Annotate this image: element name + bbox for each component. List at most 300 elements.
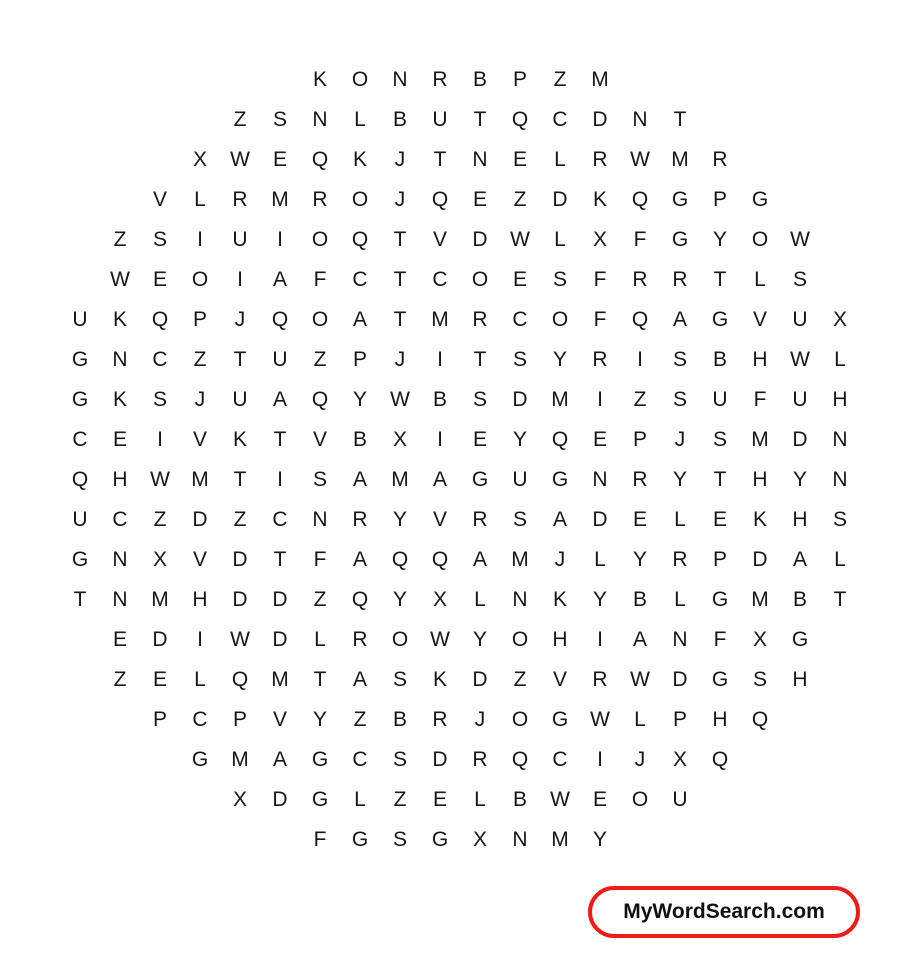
grid-letter[interactable]: K xyxy=(592,188,607,211)
grid-letter[interactable]: M xyxy=(431,308,449,331)
grid-letter[interactable]: I xyxy=(437,428,443,451)
grid-letter[interactable]: G xyxy=(711,668,729,691)
grid-letter[interactable]: O xyxy=(311,308,329,331)
grid-letter[interactable]: C xyxy=(552,108,568,131)
grid-letter[interactable]: E xyxy=(512,268,527,291)
grid-letter[interactable]: Q xyxy=(631,188,649,211)
grid-letter[interactable]: D xyxy=(592,508,608,531)
grid-letter[interactable]: U xyxy=(72,508,88,531)
grid-letter[interactable]: E xyxy=(592,788,607,811)
grid-letter[interactable]: Y xyxy=(792,468,807,491)
grid-letter[interactable]: L xyxy=(554,148,566,171)
grid-letter[interactable]: B xyxy=(432,388,447,411)
grid-letter[interactable]: W xyxy=(630,148,650,171)
grid-letter[interactable]: N xyxy=(112,588,128,611)
grid-letter[interactable]: Q xyxy=(631,308,649,331)
grid-letter[interactable]: M xyxy=(231,748,249,771)
grid-letter[interactable]: G xyxy=(551,708,569,731)
grid-letter[interactable]: T xyxy=(273,428,287,451)
grid-letter[interactable]: A xyxy=(352,668,367,691)
grid-letter[interactable]: S xyxy=(512,508,527,531)
grid-letter[interactable]: Y xyxy=(672,468,687,491)
grid-letter[interactable]: C xyxy=(432,268,448,291)
grid-letter[interactable]: D xyxy=(552,188,568,211)
grid-letter[interactable]: D xyxy=(472,668,488,691)
grid-letter[interactable]: D xyxy=(232,588,248,611)
grid-letter[interactable]: I xyxy=(637,348,643,371)
grid-letter[interactable]: L xyxy=(474,588,486,611)
grid-letter[interactable]: D xyxy=(512,388,528,411)
grid-letter[interactable]: T xyxy=(713,468,727,491)
grid-letter[interactable]: R xyxy=(472,748,488,771)
grid-letter[interactable]: L xyxy=(474,788,486,811)
grid-letter[interactable]: K xyxy=(112,388,127,411)
grid-letter[interactable]: U xyxy=(792,308,808,331)
grid-letter[interactable]: P xyxy=(512,68,527,91)
grid-letter[interactable]: W xyxy=(390,388,410,411)
grid-letter[interactable]: E xyxy=(592,428,607,451)
grid-letter[interactable]: T xyxy=(713,268,727,291)
grid-letter[interactable]: G xyxy=(71,548,89,571)
grid-letter[interactable]: N xyxy=(832,428,848,451)
grid-letter[interactable]: Z xyxy=(393,788,407,811)
grid-letter[interactable]: U xyxy=(72,308,88,331)
grid-letter[interactable]: O xyxy=(191,268,209,291)
grid-letter[interactable]: Z xyxy=(113,668,127,691)
grid-letter[interactable]: B xyxy=(392,708,407,731)
grid-letter[interactable]: U xyxy=(432,108,448,131)
grid-letter[interactable]: G xyxy=(751,188,769,211)
grid-letter[interactable]: S xyxy=(392,748,407,771)
grid-letter[interactable]: V xyxy=(272,708,287,731)
grid-letter[interactable]: X xyxy=(232,788,247,811)
grid-letter[interactable]: W xyxy=(430,628,450,651)
grid-letter[interactable]: W xyxy=(790,348,810,371)
grid-letter[interactable]: N xyxy=(312,508,328,531)
grid-letter[interactable]: I xyxy=(157,428,163,451)
grid-letter[interactable]: S xyxy=(832,508,847,531)
grid-letter[interactable]: D xyxy=(232,548,248,571)
grid-letter[interactable]: P xyxy=(352,348,367,371)
grid-letter[interactable]: J xyxy=(554,548,566,571)
grid-letter[interactable]: V xyxy=(432,228,447,251)
grid-letter[interactable]: O xyxy=(351,68,369,91)
grid-letter[interactable]: A xyxy=(352,548,367,571)
grid-letter[interactable]: T xyxy=(673,108,687,131)
grid-letter[interactable]: G xyxy=(671,228,689,251)
grid-letter[interactable]: Q xyxy=(231,668,249,691)
grid-letter[interactable]: L xyxy=(354,788,366,811)
grid-letter[interactable]: P xyxy=(672,708,687,731)
grid-letter[interactable]: M xyxy=(391,468,409,491)
grid-letter[interactable]: C xyxy=(512,308,528,331)
grid-letter[interactable]: M xyxy=(751,588,769,611)
grid-letter[interactable]: L xyxy=(674,508,686,531)
grid-letter[interactable]: A xyxy=(672,308,687,331)
grid-letter[interactable]: Y xyxy=(592,588,607,611)
grid-letter[interactable]: G xyxy=(711,588,729,611)
grid-letter[interactable]: M xyxy=(511,548,529,571)
grid-letter[interactable]: Q xyxy=(71,468,89,491)
grid-letter[interactable]: L xyxy=(634,708,646,731)
grid-letter[interactable]: Y xyxy=(632,548,647,571)
grid-letter[interactable]: F xyxy=(313,548,327,571)
grid-letter[interactable]: Y xyxy=(392,588,407,611)
grid-letter[interactable]: N xyxy=(592,468,608,491)
grid-letter[interactable]: N xyxy=(832,468,848,491)
grid-letter[interactable]: F xyxy=(593,268,607,291)
grid-letter[interactable]: O xyxy=(311,228,329,251)
grid-letter[interactable]: Z xyxy=(193,348,207,371)
grid-letter[interactable]: B xyxy=(712,348,727,371)
grid-letter[interactable]: L xyxy=(594,548,606,571)
grid-letter[interactable]: N xyxy=(112,548,128,571)
grid-letter[interactable]: A xyxy=(272,748,287,771)
grid-letter[interactable]: Y xyxy=(552,348,567,371)
grid-letter[interactable]: X xyxy=(672,748,687,771)
grid-letter[interactable]: R xyxy=(352,508,368,531)
grid-letter[interactable]: G xyxy=(311,748,329,771)
grid-letter[interactable]: V xyxy=(312,428,327,451)
grid-letter[interactable]: D xyxy=(192,508,208,531)
grid-letter[interactable]: Q xyxy=(351,228,369,251)
grid-letter[interactable]: I xyxy=(277,468,283,491)
grid-letter[interactable]: H xyxy=(752,468,768,491)
grid-letter[interactable]: B xyxy=(512,788,527,811)
grid-letter[interactable]: I xyxy=(197,228,203,251)
grid-letter[interactable]: T xyxy=(233,468,247,491)
grid-letter[interactable]: L xyxy=(754,268,766,291)
grid-letter[interactable]: B xyxy=(392,108,407,131)
grid-letter[interactable]: Q xyxy=(711,748,729,771)
grid-letter[interactable]: B xyxy=(472,68,487,91)
grid-letter[interactable]: L xyxy=(354,108,366,131)
grid-letter[interactable]: S xyxy=(712,428,727,451)
grid-letter[interactable]: Q xyxy=(311,148,329,171)
grid-letter[interactable]: S xyxy=(752,668,767,691)
grid-letter[interactable]: E xyxy=(272,148,287,171)
grid-letter[interactable]: M xyxy=(191,468,209,491)
grid-letter[interactable]: P xyxy=(712,548,727,571)
grid-letter[interactable]: G xyxy=(311,788,329,811)
grid-letter[interactable]: Z xyxy=(513,188,527,211)
grid-letter[interactable]: C xyxy=(192,708,208,731)
grid-letter[interactable]: M xyxy=(551,388,569,411)
grid-letter[interactable]: D xyxy=(792,428,808,451)
grid-letter[interactable]: D xyxy=(752,548,768,571)
grid-letter[interactable]: J xyxy=(194,388,206,411)
grid-letter[interactable]: J xyxy=(234,308,246,331)
grid-letter[interactable]: G xyxy=(671,188,689,211)
grid-letter[interactable]: N xyxy=(112,348,128,371)
grid-letter[interactable]: S xyxy=(312,468,327,491)
grid-letter[interactable]: N xyxy=(512,588,528,611)
grid-letter[interactable]: R xyxy=(592,348,608,371)
grid-letter[interactable]: J xyxy=(394,348,406,371)
grid-letter[interactable]: Z xyxy=(513,668,527,691)
grid-letter[interactable]: J xyxy=(394,188,406,211)
grid-letter[interactable]: T xyxy=(273,548,287,571)
grid-letter[interactable]: L xyxy=(834,348,846,371)
grid-letter[interactable]: H xyxy=(792,508,808,531)
grid-letter[interactable]: W xyxy=(630,668,650,691)
grid-letter[interactable]: K xyxy=(232,428,247,451)
grid-letter[interactable]: M xyxy=(151,588,169,611)
grid-letter[interactable]: W xyxy=(550,788,570,811)
grid-letter[interactable]: M xyxy=(271,188,289,211)
grid-letter[interactable]: A xyxy=(432,468,447,491)
grid-letter[interactable]: F xyxy=(593,308,607,331)
grid-letter[interactable]: P xyxy=(712,188,727,211)
grid-letter[interactable]: T xyxy=(833,588,847,611)
grid-letter[interactable]: C xyxy=(352,268,368,291)
grid-letter[interactable]: A xyxy=(272,388,287,411)
grid-letter[interactable]: A xyxy=(552,508,567,531)
grid-letter[interactable]: T xyxy=(393,268,407,291)
grid-letter[interactable]: N xyxy=(672,628,688,651)
grid-letter[interactable]: U xyxy=(272,348,288,371)
grid-letter[interactable]: A xyxy=(472,548,487,571)
grid-letter[interactable]: E xyxy=(112,428,127,451)
grid-letter[interactable]: G xyxy=(551,468,569,491)
grid-letter[interactable]: V xyxy=(552,668,567,691)
grid-letter[interactable]: C xyxy=(152,348,168,371)
grid-letter[interactable]: H xyxy=(712,708,728,731)
grid-letter[interactable]: R xyxy=(432,68,448,91)
grid-letter[interactable]: Y xyxy=(712,228,727,251)
grid-letter[interactable]: Q xyxy=(351,588,369,611)
grid-letter[interactable]: V xyxy=(192,428,207,451)
grid-letter[interactable]: Z xyxy=(553,68,567,91)
grid-letter[interactable]: S xyxy=(472,388,487,411)
grid-letter[interactable]: H xyxy=(112,468,128,491)
grid-letter[interactable]: D xyxy=(272,588,288,611)
grid-letter[interactable]: N xyxy=(312,108,328,131)
grid-letter[interactable]: Y xyxy=(592,828,607,851)
grid-letter[interactable]: M xyxy=(271,668,289,691)
grid-letter[interactable]: K xyxy=(432,668,447,691)
grid-letter[interactable]: J xyxy=(394,148,406,171)
grid-letter[interactable]: X xyxy=(832,308,847,331)
grid-letter[interactable]: R xyxy=(472,308,488,331)
grid-letter[interactable]: S xyxy=(152,388,167,411)
grid-letter[interactable]: H xyxy=(752,348,768,371)
grid-letter[interactable]: S xyxy=(672,388,687,411)
grid-letter[interactable]: N xyxy=(632,108,648,131)
grid-letter[interactable]: Z xyxy=(353,708,367,731)
grid-letter[interactable]: I xyxy=(277,228,283,251)
grid-letter[interactable]: W xyxy=(230,628,250,651)
grid-letter[interactable]: R xyxy=(672,548,688,571)
grid-letter[interactable]: K xyxy=(752,508,767,531)
grid-letter[interactable]: L xyxy=(554,228,566,251)
brand-badge[interactable] xyxy=(588,886,860,938)
grid-letter[interactable]: S xyxy=(272,108,287,131)
grid-letter[interactable]: H xyxy=(832,388,848,411)
grid-letter[interactable]: E xyxy=(712,508,727,531)
grid-letter[interactable]: O xyxy=(471,268,489,291)
grid-letter[interactable]: W xyxy=(590,708,610,731)
grid-letter[interactable]: L xyxy=(674,588,686,611)
grid-letter[interactable]: Y xyxy=(472,628,487,651)
grid-letter[interactable]: X xyxy=(392,428,407,451)
grid-letter[interactable]: B xyxy=(352,428,367,451)
grid-letter[interactable]: S xyxy=(392,828,407,851)
grid-letter[interactable]: W xyxy=(150,468,170,491)
grid-letter[interactable]: Z xyxy=(633,388,647,411)
grid-letter[interactable]: U xyxy=(232,388,248,411)
grid-letter[interactable]: F xyxy=(633,228,647,251)
grid-letter[interactable]: Z xyxy=(233,508,247,531)
grid-letter[interactable]: J xyxy=(634,748,646,771)
grid-letter[interactable]: S xyxy=(552,268,567,291)
grid-letter[interactable]: Z xyxy=(233,108,247,131)
grid-letter[interactable]: G xyxy=(791,628,809,651)
grid-letter[interactable]: R xyxy=(632,468,648,491)
grid-letter[interactable]: A xyxy=(352,308,367,331)
grid-letter[interactable]: M xyxy=(671,148,689,171)
grid-letter[interactable]: I xyxy=(597,388,603,411)
grid-letter[interactable]: G xyxy=(711,308,729,331)
grid-letter[interactable]: W xyxy=(110,268,130,291)
grid-letter[interactable]: R xyxy=(432,708,448,731)
grid-letter[interactable]: S xyxy=(392,668,407,691)
grid-letter[interactable]: E xyxy=(472,428,487,451)
grid-letter[interactable]: Z xyxy=(313,348,327,371)
grid-letter[interactable]: K xyxy=(112,308,127,331)
grid-letter[interactable]: I xyxy=(597,748,603,771)
grid-letter[interactable]: V xyxy=(752,308,767,331)
grid-letter[interactable]: R xyxy=(632,268,648,291)
grid-letter[interactable]: U xyxy=(792,388,808,411)
grid-letter[interactable]: Q xyxy=(431,188,449,211)
grid-letter[interactable]: N xyxy=(512,828,528,851)
grid-letter[interactable]: X xyxy=(152,548,167,571)
grid-letter[interactable]: A xyxy=(352,468,367,491)
grid-letter[interactable]: A xyxy=(792,548,807,571)
grid-letter[interactable]: P xyxy=(232,708,247,731)
grid-letter[interactable]: J xyxy=(474,708,486,731)
grid-letter[interactable]: X xyxy=(592,228,607,251)
grid-letter[interactable]: W xyxy=(230,148,250,171)
grid-letter[interactable]: C xyxy=(72,428,88,451)
grid-letter[interactable]: U xyxy=(672,788,688,811)
grid-letter[interactable]: U xyxy=(712,388,728,411)
grid-letter[interactable]: C xyxy=(352,748,368,771)
grid-letter[interactable]: I xyxy=(437,348,443,371)
grid-letter[interactable]: Z xyxy=(153,508,167,531)
grid-letter[interactable]: C xyxy=(272,508,288,531)
grid-letter[interactable]: E xyxy=(432,788,447,811)
grid-letter[interactable]: T xyxy=(393,308,407,331)
grid-letter[interactable]: U xyxy=(232,228,248,251)
grid-letter[interactable]: P xyxy=(152,708,167,731)
grid-letter[interactable]: F xyxy=(713,628,727,651)
grid-letter[interactable]: H xyxy=(792,668,808,691)
grid-letter[interactable]: E xyxy=(152,268,167,291)
grid-letter[interactable]: E xyxy=(512,148,527,171)
grid-letter[interactable]: E xyxy=(472,188,487,211)
grid-letter[interactable]: Q xyxy=(511,108,529,131)
grid-letter[interactable]: F xyxy=(313,828,327,851)
grid-letter[interactable]: D xyxy=(592,108,608,131)
grid-letter[interactable]: G xyxy=(471,468,489,491)
grid-letter[interactable]: X xyxy=(432,588,447,611)
grid-letter[interactable]: R xyxy=(232,188,248,211)
grid-letter[interactable]: K xyxy=(552,588,567,611)
grid-letter[interactable]: L xyxy=(194,668,206,691)
grid-letter[interactable]: N xyxy=(392,68,408,91)
grid-letter[interactable]: B xyxy=(792,588,807,611)
grid-letter[interactable]: I xyxy=(597,628,603,651)
grid-letter[interactable]: G xyxy=(351,828,369,851)
grid-letter[interactable]: V xyxy=(432,508,447,531)
grid-letter[interactable]: L xyxy=(194,188,206,211)
grid-letter[interactable]: U xyxy=(512,468,528,491)
grid-letter[interactable]: Q xyxy=(551,428,569,451)
grid-letter[interactable]: Q xyxy=(431,548,449,571)
grid-letter[interactable]: H xyxy=(192,588,208,611)
grid-letter[interactable]: T xyxy=(393,228,407,251)
grid-letter[interactable]: R xyxy=(712,148,728,171)
grid-letter[interactable]: D xyxy=(272,628,288,651)
grid-letter[interactable]: G xyxy=(71,388,89,411)
grid-letter[interactable]: X xyxy=(472,828,487,851)
grid-letter[interactable]: T xyxy=(473,348,487,371)
grid-letter[interactable]: L xyxy=(314,628,326,651)
grid-letter[interactable]: Q xyxy=(311,388,329,411)
grid-letter[interactable]: Q xyxy=(751,708,769,731)
grid-letter[interactable]: A xyxy=(272,268,287,291)
grid-letter[interactable]: K xyxy=(312,68,327,91)
grid-letter[interactable]: N xyxy=(472,148,488,171)
grid-letter[interactable]: G xyxy=(71,348,89,371)
grid-letter[interactable]: Y xyxy=(312,708,327,731)
grid-letter[interactable]: V xyxy=(152,188,167,211)
grid-letter[interactable]: O xyxy=(351,188,369,211)
grid-letter[interactable]: M xyxy=(591,68,609,91)
grid-letter[interactable]: Q xyxy=(511,748,529,771)
grid-letter[interactable]: D xyxy=(432,748,448,771)
grid-letter[interactable]: Q xyxy=(271,308,289,331)
grid-letter[interactable]: J xyxy=(674,428,686,451)
grid-letter[interactable]: O xyxy=(391,628,409,651)
grid-letter[interactable]: D xyxy=(672,668,688,691)
grid-letter[interactable]: S xyxy=(672,348,687,371)
grid-letter[interactable]: P xyxy=(192,308,207,331)
grid-letter[interactable]: T xyxy=(73,588,87,611)
grid-letter[interactable]: S xyxy=(512,348,527,371)
grid-letter[interactable]: S xyxy=(152,228,167,251)
grid-letter[interactable]: T xyxy=(473,108,487,131)
grid-letter[interactable]: D xyxy=(472,228,488,251)
grid-letter[interactable]: R xyxy=(472,508,488,531)
grid-letter[interactable]: R xyxy=(312,188,328,211)
grid-letter[interactable]: P xyxy=(632,428,647,451)
grid-letter[interactable]: T xyxy=(313,668,327,691)
grid-letter[interactable]: C xyxy=(552,748,568,771)
grid-letter[interactable]: R xyxy=(592,668,608,691)
grid-letter[interactable]: F xyxy=(313,268,327,291)
grid-letter[interactable]: E xyxy=(152,668,167,691)
grid-letter[interactable]: D xyxy=(152,628,168,651)
grid-letter[interactable]: O xyxy=(751,228,769,251)
grid-letter[interactable]: G xyxy=(431,828,449,851)
grid-letter[interactable]: X xyxy=(192,148,207,171)
grid-letter[interactable]: H xyxy=(552,628,568,651)
grid-letter[interactable]: B xyxy=(632,588,647,611)
grid-letter[interactable]: W xyxy=(790,228,810,251)
